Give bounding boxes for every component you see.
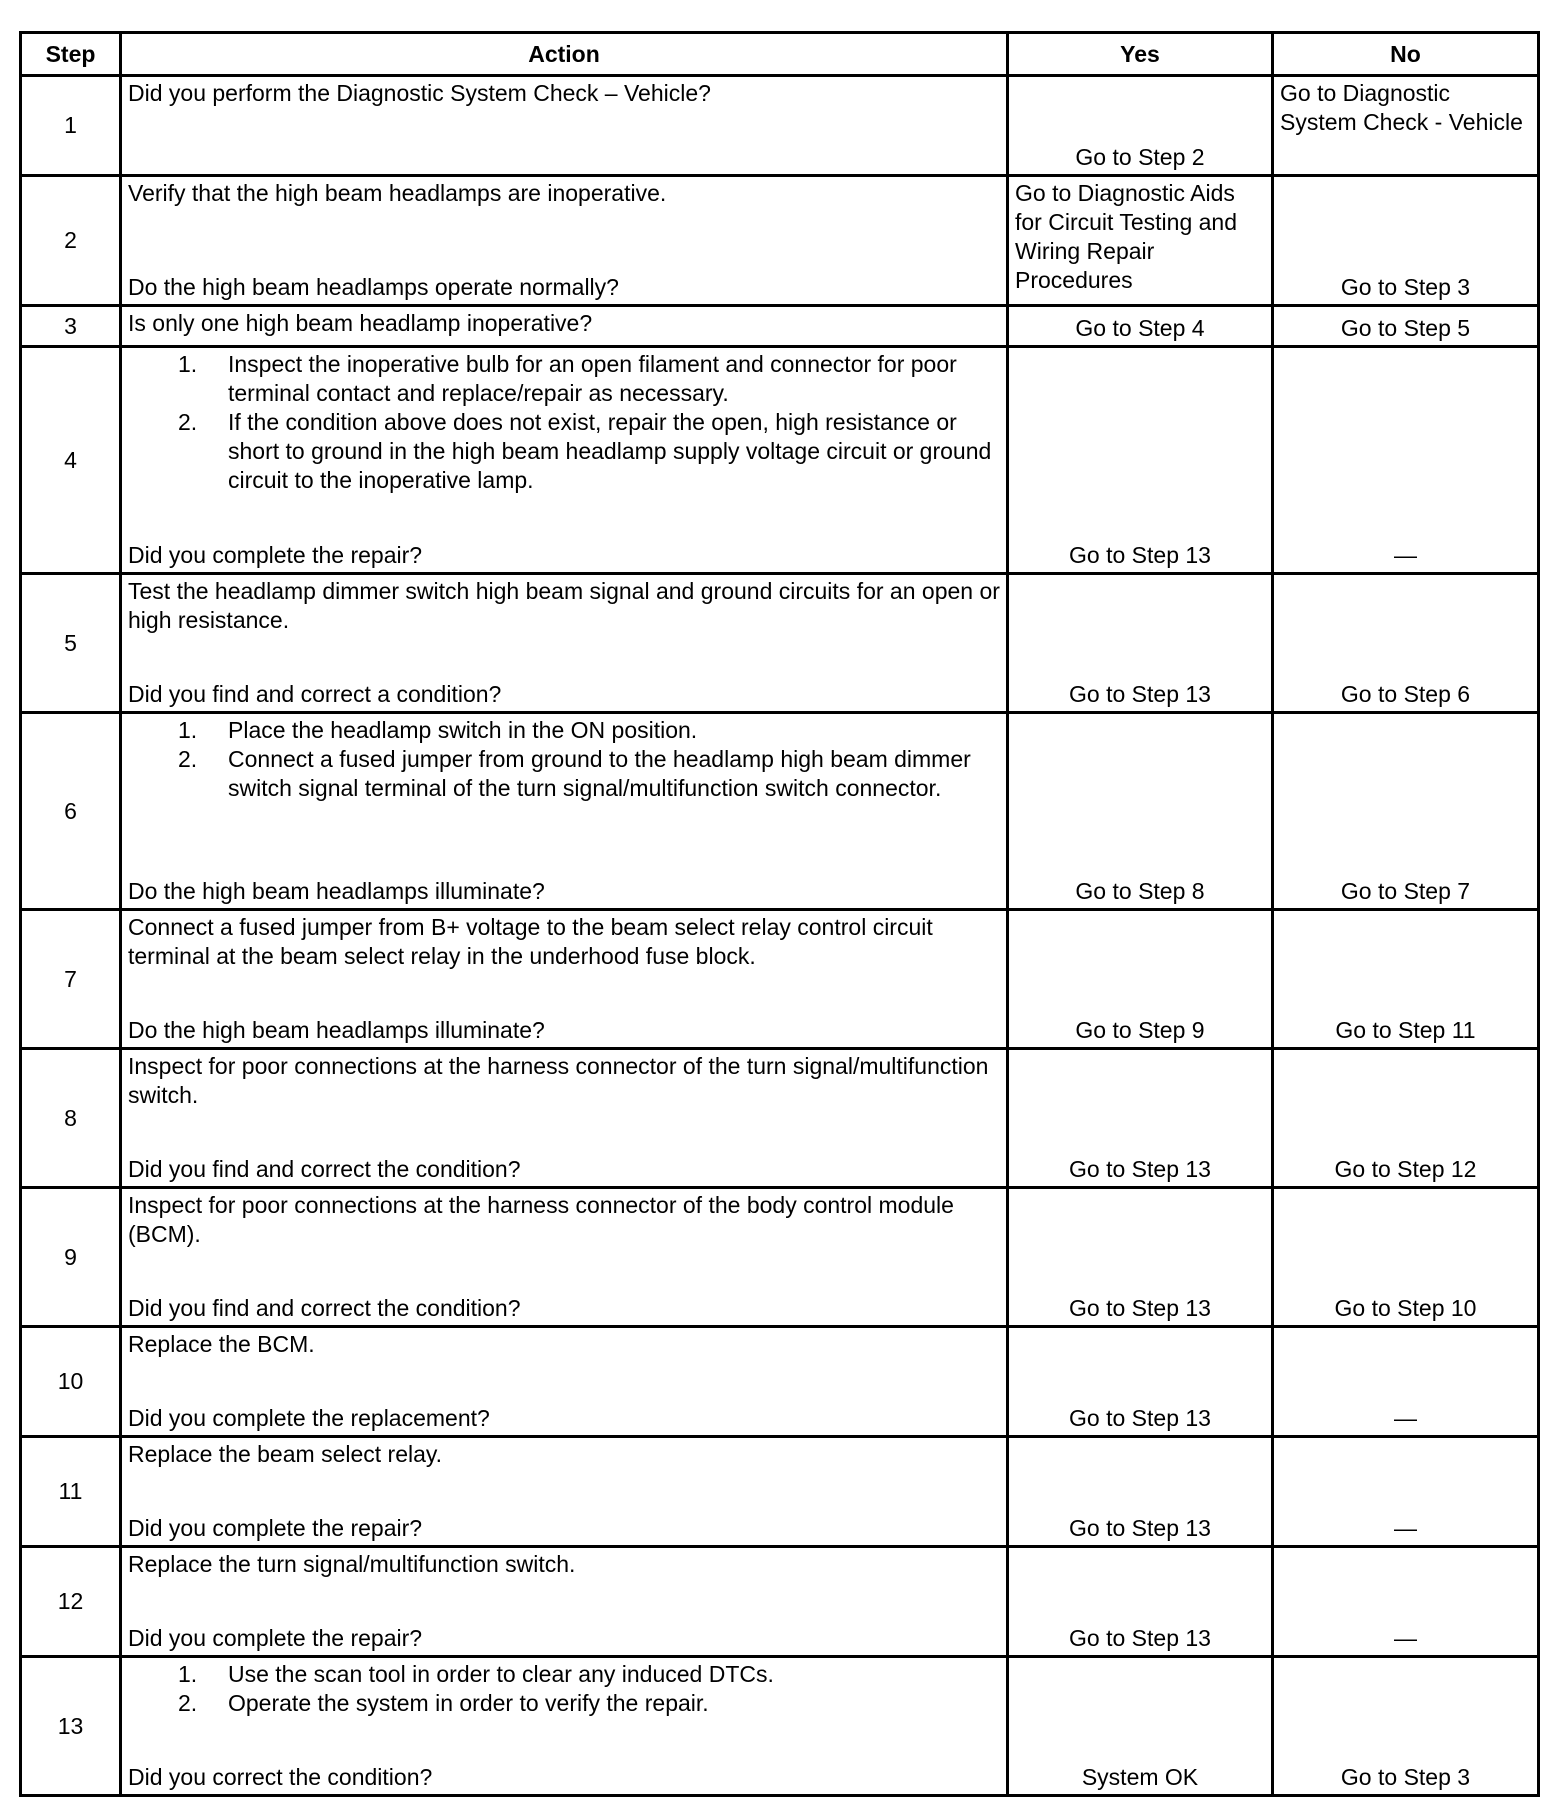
step-header: Step: [21, 33, 121, 76]
no-result: Go to Step 7: [1273, 713, 1539, 910]
list-item-number: 2.: [178, 746, 198, 772]
action-question: Do the high beam headlamps illuminate?: [128, 1017, 545, 1043]
action-cell: [121, 1327, 1008, 1437]
action-cell: [121, 1437, 1008, 1547]
list-item-text: If the condition above does not exist, repair the open, high resistance or short to ground in the high beam headlamp supply voltage circuit or ground circuit to the inoperative lamp.: [228, 409, 992, 493]
action-question: Did you complete the repair?: [128, 542, 423, 568]
action-text: Inspect for poor connections at the harness connector of the body control module (BCM).: [128, 1192, 954, 1247]
action-cell: [121, 910, 1008, 1049]
no-result: —: [1273, 347, 1539, 574]
table-row: [21, 910, 1539, 1049]
action-text: Replace the turn signal/multifunction switch.: [128, 1551, 576, 1577]
list-item: [178, 1689, 1000, 1718]
list-item-number: 1.: [178, 1661, 198, 1687]
header-row: [21, 33, 1539, 76]
action-text: Connect a fused jumper from B+ voltage to the beam select relay control circuit terminal at the beam select relay in the underhood fuse block.: [128, 914, 933, 969]
action-instructions: [128, 913, 1000, 971]
action-instructions: [128, 179, 1000, 208]
no-result: Go to Step 11: [1273, 910, 1539, 1049]
action-text: Test the headlamp dimmer switch high beam signal and ground circuits for an open or high resistance.: [128, 578, 1000, 633]
table-row: [21, 1049, 1539, 1188]
table-row: [21, 306, 1539, 347]
yes-result: Go to Step 13: [1008, 347, 1273, 574]
action-instructions: [128, 1330, 1000, 1359]
action-text: Did you perform the Diagnostic System Check – Vehicle?: [128, 80, 711, 106]
action-text: Is only one high beam headlamp inoperative?: [128, 310, 593, 336]
list-item-text: Place the headlamp switch in the ON position.: [228, 717, 698, 743]
numbered-list: [128, 1660, 1000, 1718]
table-row: [21, 713, 1539, 910]
step-number: 5: [21, 574, 121, 713]
list-item-number: 2.: [178, 1690, 198, 1716]
yes-result: Go to Step 4: [1008, 306, 1273, 347]
no-header: No: [1273, 33, 1539, 76]
yes-result: Go to Diagnostic Aids for Circuit Testing and Wiring Repair Procedures: [1008, 176, 1273, 306]
no-result: Go to Step 5: [1273, 306, 1539, 347]
yes-result: Go to Step 13: [1008, 574, 1273, 713]
yes-result: Go to Step 9: [1008, 910, 1273, 1049]
action-instructions: [128, 716, 1000, 803]
yes-result: Go to Step 13: [1008, 1327, 1273, 1437]
list-item-text: Inspect the inoperative bulb for an open filament and connector for poor terminal contact and replace/repair as necessary.: [228, 351, 957, 406]
yes-result: Go to Step 13: [1008, 1437, 1273, 1547]
step-number: 13: [21, 1657, 121, 1796]
step-number: 11: [21, 1437, 121, 1547]
step-number: 9: [21, 1188, 121, 1327]
action-question: Did you find and correct a condition?: [128, 681, 502, 707]
no-result: Go to Step 3: [1273, 176, 1539, 306]
list-item: [178, 716, 1000, 745]
no-result: Go to Step 10: [1273, 1188, 1539, 1327]
table-row: [21, 1327, 1539, 1437]
yes-result: Go to Step 13: [1008, 1188, 1273, 1327]
table-row: [21, 176, 1539, 306]
action-cell: [121, 574, 1008, 713]
numbered-list: [128, 716, 1000, 803]
step-number: 10: [21, 1327, 121, 1437]
yes-result: Go to Step 13: [1008, 1049, 1273, 1188]
numbered-list: [128, 350, 1000, 495]
action-question: Did you find and correct the condition?: [128, 1156, 521, 1182]
action-cell: [121, 1188, 1008, 1327]
list-item-text: Connect a fused jumper from ground to the headlamp high beam dimmer switch signal terminal of the turn signal/multifunction switch connector.: [228, 746, 971, 801]
no-result: —: [1273, 1437, 1539, 1547]
list-item-number: 1.: [178, 717, 198, 743]
diagnostic-table: [19, 31, 1540, 1797]
list-item-number: 2.: [178, 409, 198, 435]
list-item: [178, 408, 1000, 495]
no-result: —: [1273, 1547, 1539, 1657]
list-item-text: Operate the system in order to verify the repair.: [228, 1690, 709, 1716]
no-result: Go to Step 3: [1273, 1657, 1539, 1796]
action-instructions: [128, 1191, 1000, 1249]
no-result: —: [1273, 1327, 1539, 1437]
no-result: Go to Diagnostic System Check - Vehicle: [1273, 76, 1539, 176]
action-text: Replace the BCM.: [128, 1331, 315, 1357]
action-instructions: [128, 1440, 1000, 1469]
step-number: 6: [21, 713, 121, 910]
action-cell: [121, 1049, 1008, 1188]
action-question: Do the high beam headlamps illuminate?: [128, 878, 545, 904]
action-question: Did you complete the replacement?: [128, 1405, 490, 1431]
yes-result: Go to Step 2: [1008, 76, 1273, 176]
list-item-number: 1.: [178, 351, 198, 377]
yes-result: System OK: [1008, 1657, 1273, 1796]
action-cell: [121, 1547, 1008, 1657]
step-number: 2: [21, 176, 121, 306]
action-text: Replace the beam select relay.: [128, 1441, 443, 1467]
action-question: Did you correct the condition?: [128, 1764, 433, 1790]
action-cell: [121, 176, 1008, 306]
table-row: [21, 1547, 1539, 1657]
action-cell: [121, 1657, 1008, 1796]
action-instructions: [128, 1052, 1000, 1110]
yes-header: Yes: [1008, 33, 1273, 76]
action-instructions: [128, 577, 1000, 635]
action-cell: [121, 713, 1008, 910]
action-instructions: [128, 350, 1000, 495]
action-text: Inspect for poor connections at the harness connector of the turn signal/multifunction switch.: [128, 1053, 989, 1108]
action-cell: [121, 347, 1008, 574]
step-number: 12: [21, 1547, 121, 1657]
table-row: [21, 347, 1539, 574]
action-question: Did you find and correct the condition?: [128, 1295, 521, 1321]
table-row: [21, 1657, 1539, 1796]
list-item: [178, 350, 1000, 408]
action-question: Do the high beam headlamps operate normally?: [128, 274, 619, 300]
list-item: [178, 1660, 1000, 1689]
action-cell: [121, 76, 1008, 176]
no-result: Go to Step 6: [1273, 574, 1539, 713]
step-number: 3: [21, 306, 121, 347]
action-instructions: [128, 1660, 1000, 1718]
action-question: Did you complete the repair?: [128, 1625, 423, 1651]
table-row: [21, 1188, 1539, 1327]
action-question: Did you complete the repair?: [128, 1515, 423, 1541]
action-header: Action: [121, 33, 1008, 76]
list-item-text: Use the scan tool in order to clear any induced DTCs.: [228, 1661, 774, 1687]
action-instructions: [128, 79, 1000, 108]
no-result: Go to Step 12: [1273, 1049, 1539, 1188]
step-number: 8: [21, 1049, 121, 1188]
table-row: [21, 76, 1539, 176]
yes-result: Go to Step 13: [1008, 1547, 1273, 1657]
action-instructions: [128, 1550, 1000, 1579]
list-item: [178, 745, 1000, 803]
table-row: [21, 1437, 1539, 1547]
step-number: 4: [21, 347, 121, 574]
action-cell: [121, 306, 1008, 347]
table-row: [21, 574, 1539, 713]
yes-result: Go to Step 8: [1008, 713, 1273, 910]
step-number: 1: [21, 76, 121, 176]
step-number: 7: [21, 910, 121, 1049]
action-text: Verify that the high beam headlamps are inoperative.: [128, 180, 667, 206]
action-instructions: [128, 309, 1000, 338]
